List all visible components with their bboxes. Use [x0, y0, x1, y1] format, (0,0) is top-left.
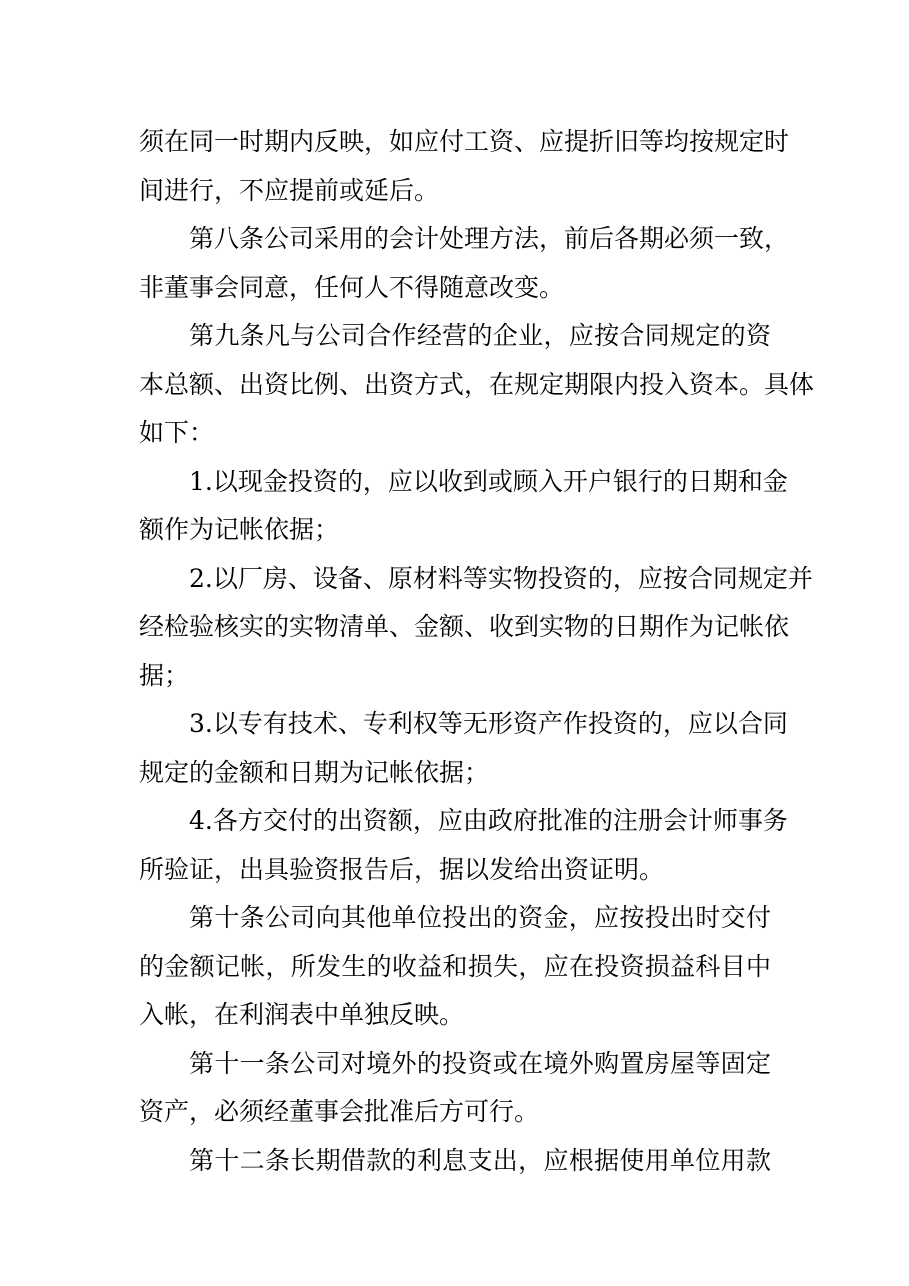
- text-line: 第十条公司向其他单位投出的资金，应按投出时交付: [189, 903, 771, 932]
- text-line: 须在同一时期内反映，如应付工资、应提折旧等均按规定时: [139, 127, 790, 156]
- text-line: 所验证，出具验资报告后，据以发给出资证明。: [139, 854, 665, 884]
- paragraph-article-8: [139, 215, 790, 312]
- text-line: 据；: [139, 660, 190, 690]
- text-line: 非董事会同意，任何人不得随意改变。: [139, 272, 565, 302]
- paragraph-item-3: [139, 700, 788, 797]
- text-line: 1.以现金投资的，应以收到或顾入开户银行的日期和金: [189, 466, 788, 496]
- text-line: 的金额记帐，所发生的收益和损失，应在投资损益科目中: [139, 951, 771, 981]
- paragraph-article-12: [139, 1137, 771, 1186]
- text-line: 间进行，不应提前或延后。: [139, 175, 440, 205]
- paragraph-item-1: [139, 458, 788, 555]
- paragraph-item-2: [139, 555, 813, 701]
- paragraph-article-10: [139, 894, 771, 1040]
- text-line: 第十二条长期借款的利息支出，应根据使用单位用款: [189, 1145, 771, 1175]
- paragraph-continuation: [139, 118, 790, 215]
- paragraph-article-9: [139, 312, 815, 458]
- text-line: 如下：: [139, 418, 215, 447]
- text-line: 规定的金额和日期为记帐依据；: [139, 757, 490, 787]
- text-line: 第十一条公司对境外的投资或在境外购置房屋等固定: [189, 1048, 771, 1078]
- text-line: 第八条公司采用的会计处理方法，前后各期必须一致，: [189, 224, 790, 253]
- text-line: 资产，必须经董事会批准后方可行。: [139, 1097, 540, 1126]
- text-line: 4.各方交付的出资额，应由政府批准的注册会计师事务: [189, 806, 788, 835]
- text-line: 入帐，在利润表中单独反映。: [139, 1000, 465, 1029]
- document-body: [139, 118, 815, 1185]
- text-line: 3.以专有技术、专利权等无形资产作投资的，应以合同: [189, 709, 788, 738]
- text-line: 本总额、出资比例、出资方式，在规定期限内投入资本。具体: [139, 369, 815, 399]
- text-line: 第九条凡与公司合作经营的企业，应按合同规定的资: [189, 321, 771, 350]
- text-line: 经检验核实的实物清单、金额、收到实物的日期作为记帐依: [139, 612, 790, 641]
- paragraph-item-4: [139, 797, 788, 894]
- text-line: 2.以厂房、设备、原材料等实物投资的，应按合同规定并: [189, 563, 813, 593]
- paragraph-article-11: [139, 1040, 771, 1137]
- text-line: 额作为记帐依据；: [139, 515, 340, 544]
